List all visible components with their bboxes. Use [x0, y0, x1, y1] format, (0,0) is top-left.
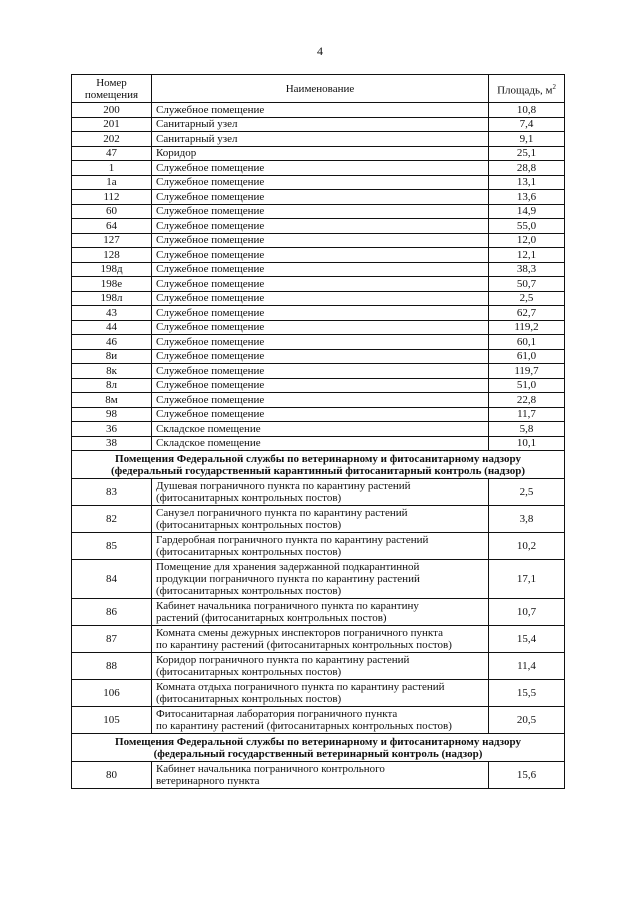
room-number: 82	[72, 506, 152, 533]
section-title-line: Помещения Федеральной службы по ветеринарному и фитосанитарному надзору	[115, 453, 521, 465]
room-number: 198е	[72, 277, 152, 292]
table-row	[72, 349, 565, 364]
room-name-line: (фитосанитарных контрольных постов)	[156, 585, 342, 597]
table-header	[72, 75, 565, 103]
room-number: 80	[72, 762, 152, 789]
table-row	[72, 680, 565, 707]
room-name-line: (фитосанитарных контрольных постов)	[156, 693, 342, 705]
room-name: Служебное помещение	[152, 262, 489, 277]
table-row	[72, 378, 565, 393]
room-name: Служебное помещение	[152, 349, 489, 364]
room-name-line: Санузел пограничного пункта по карантину растений	[156, 507, 408, 519]
room-area: 50,7	[489, 277, 565, 292]
table-row	[72, 364, 565, 379]
room-area: 15,5	[489, 680, 565, 707]
room-name-line: Душевая пограничного пункта по карантину растений	[156, 480, 411, 492]
room-number: 202	[72, 132, 152, 147]
table-row	[72, 393, 565, 408]
room-name: Служебное помещение	[152, 335, 489, 350]
room-name-line: Комната смены дежурных инспекторов пограничного пункта	[156, 627, 443, 639]
room-number: 88	[72, 653, 152, 680]
table-row	[72, 233, 565, 248]
room-area: 61,0	[489, 349, 565, 364]
section-title	[72, 451, 565, 479]
table-row	[72, 320, 565, 335]
room-area: 14,9	[489, 204, 565, 219]
table-row	[72, 506, 565, 533]
room-name: Служебное помещение	[152, 306, 489, 321]
header-name: Наименование	[152, 75, 489, 103]
room-name-line: Комната отдыха пограничного пункта по карантину растений	[156, 681, 445, 693]
table-row	[72, 479, 565, 506]
room-name: Санитарный узел	[152, 117, 489, 132]
room-area: 13,1	[489, 175, 565, 190]
room-name: Служебное помещение	[152, 161, 489, 176]
room-name: Служебное помещение	[152, 407, 489, 422]
room-number: 83	[72, 479, 152, 506]
room-area: 2,5	[489, 291, 565, 306]
room-name-line: по карантину растений (фитосанитарных контрольных постов)	[156, 720, 452, 732]
header-number: Номер помещения	[72, 75, 152, 103]
table-row	[72, 707, 565, 734]
room-number: 64	[72, 219, 152, 234]
room-name	[152, 479, 489, 506]
room-area: 22,8	[489, 393, 565, 408]
room-number: 85	[72, 533, 152, 560]
section-title-line: (федеральный государственный ветеринарный контроль (надзор)	[153, 748, 483, 760]
table-row	[72, 132, 565, 147]
room-number: 8и	[72, 349, 152, 364]
room-number: 201	[72, 117, 152, 132]
table-row	[72, 204, 565, 219]
room-number: 46	[72, 335, 152, 350]
room-name	[152, 653, 489, 680]
room-number: 8л	[72, 378, 152, 393]
room-name-line: (фитосанитарных контрольных постов)	[156, 546, 342, 558]
table-row	[72, 175, 565, 190]
room-number: 105	[72, 707, 152, 734]
room-name: Служебное помещение	[152, 175, 489, 190]
page-number: 4	[317, 44, 323, 58]
room-number: 112	[72, 190, 152, 205]
room-name-line: продукции пограничного пункта по карантину растений	[156, 573, 420, 585]
room-name: Служебное помещение	[152, 233, 489, 248]
room-area: 10,7	[489, 599, 565, 626]
room-area: 12,0	[489, 233, 565, 248]
room-number: 127	[72, 233, 152, 248]
room-name	[152, 506, 489, 533]
room-name: Служебное помещение	[152, 320, 489, 335]
room-area: 10,2	[489, 533, 565, 560]
room-name	[152, 707, 489, 734]
room-number: 8м	[72, 393, 152, 408]
table-row	[72, 306, 565, 321]
room-name-line: (фитосанитарных контрольных постов)	[156, 492, 342, 504]
room-number: 60	[72, 204, 152, 219]
room-number: 200	[72, 103, 152, 118]
room-area: 12,1	[489, 248, 565, 263]
table-row	[72, 277, 565, 292]
room-number: 44	[72, 320, 152, 335]
table-row	[72, 599, 565, 626]
room-area: 38,3	[489, 262, 565, 277]
section-title-line: Помещения Федеральной службы по ветеринарному и фитосанитарному надзору	[115, 736, 521, 748]
room-number: 86	[72, 599, 152, 626]
room-area: 7,4	[489, 117, 565, 132]
room-name-line: Кабинет начальника пограничного пункта по карантину	[156, 600, 419, 612]
room-number: 47	[72, 146, 152, 161]
room-area: 5,8	[489, 422, 565, 437]
premises-table	[71, 74, 565, 789]
room-name: Складское помещение	[152, 436, 489, 451]
room-name	[152, 533, 489, 560]
table-row	[72, 262, 565, 277]
room-name-line: Коридор пограничного пункта по карантину растений	[156, 654, 410, 666]
room-number: 36	[72, 422, 152, 437]
room-name-line: (фитосанитарных контрольных постов)	[156, 519, 342, 531]
table-row	[72, 103, 565, 118]
table-row	[72, 533, 565, 560]
room-area: 3,8	[489, 506, 565, 533]
room-number: 198л	[72, 291, 152, 306]
room-area: 119,7	[489, 364, 565, 379]
room-area: 13,6	[489, 190, 565, 205]
room-area: 60,1	[489, 335, 565, 350]
room-number: 8к	[72, 364, 152, 379]
table-row	[72, 219, 565, 234]
room-area: 51,0	[489, 378, 565, 393]
table-row	[72, 161, 565, 176]
room-name: Служебное помещение	[152, 291, 489, 306]
room-area: 15,6	[489, 762, 565, 789]
room-number: 38	[72, 436, 152, 451]
room-area: 17,1	[489, 560, 565, 599]
table-row	[72, 146, 565, 161]
room-name-line: (фитосанитарных контрольных постов)	[156, 666, 342, 678]
room-area: 11,7	[489, 407, 565, 422]
room-name	[152, 599, 489, 626]
room-area: 11,4	[489, 653, 565, 680]
room-name	[152, 626, 489, 653]
section-header	[72, 734, 565, 762]
room-number: 106	[72, 680, 152, 707]
room-number: 98	[72, 407, 152, 422]
section-title-line: (федеральный государственный карантинный фитосанитарный контроль (надзор)	[111, 465, 525, 477]
table-row	[72, 117, 565, 132]
room-area: 9,1	[489, 132, 565, 147]
room-name-line: ветеринарного пункта	[156, 775, 260, 787]
room-name: Служебное помещение	[152, 393, 489, 408]
room-name: Служебное помещение	[152, 219, 489, 234]
room-name: Служебное помещение	[152, 277, 489, 292]
room-area: 55,0	[489, 219, 565, 234]
room-name: Санитарный узел	[152, 132, 489, 147]
section-title	[72, 734, 565, 762]
table-row	[72, 626, 565, 653]
room-area: 20,5	[489, 707, 565, 734]
room-number: 87	[72, 626, 152, 653]
room-number: 1	[72, 161, 152, 176]
room-name-line: Кабинет начальника пограничного контрольного	[156, 763, 385, 775]
room-number: 198д	[72, 262, 152, 277]
room-name: Служебное помещение	[152, 248, 489, 263]
room-number: 84	[72, 560, 152, 599]
room-area: 62,7	[489, 306, 565, 321]
room-name: Служебное помещение	[152, 103, 489, 118]
room-name-line: Фитосанитарная лаборатория пограничного пункта	[156, 708, 398, 720]
room-area: 119,2	[489, 320, 565, 335]
room-name-line: Помещение для хранения задержанной подкарантинной	[156, 561, 420, 573]
room-name: Служебное помещение	[152, 378, 489, 393]
room-area: 2,5	[489, 479, 565, 506]
room-area: 28,8	[489, 161, 565, 176]
room-area: 25,1	[489, 146, 565, 161]
table-row	[72, 190, 565, 205]
room-name-line: по карантину растений (фитосанитарных контрольных постов)	[156, 639, 452, 651]
room-area: 10,1	[489, 436, 565, 451]
room-name-line: Гардеробная пограничного пункта по карантину растений	[156, 534, 429, 546]
room-name: Служебное помещение	[152, 364, 489, 379]
room-name	[152, 762, 489, 789]
room-name: Служебное помещение	[152, 190, 489, 205]
table-row	[72, 422, 565, 437]
room-name: Коридор	[152, 146, 489, 161]
room-name: Складское помещение	[152, 422, 489, 437]
room-number: 43	[72, 306, 152, 321]
table-row	[72, 291, 565, 306]
room-name	[152, 680, 489, 707]
room-area: 15,4	[489, 626, 565, 653]
room-name-line: растений (фитосанитарных контрольных постов)	[156, 612, 387, 624]
table-row	[72, 335, 565, 350]
table-row	[72, 248, 565, 263]
room-name: Служебное помещение	[152, 204, 489, 219]
room-number: 1а	[72, 175, 152, 190]
table-row	[72, 762, 565, 789]
section-header	[72, 451, 565, 479]
table-row	[72, 560, 565, 599]
room-number: 128	[72, 248, 152, 263]
table-row	[72, 653, 565, 680]
table-row	[72, 407, 565, 422]
header-area: Площадь, $м^2$	[489, 75, 565, 103]
table-row	[72, 436, 565, 451]
room-area: 10,8	[489, 103, 565, 118]
room-name	[152, 560, 489, 599]
